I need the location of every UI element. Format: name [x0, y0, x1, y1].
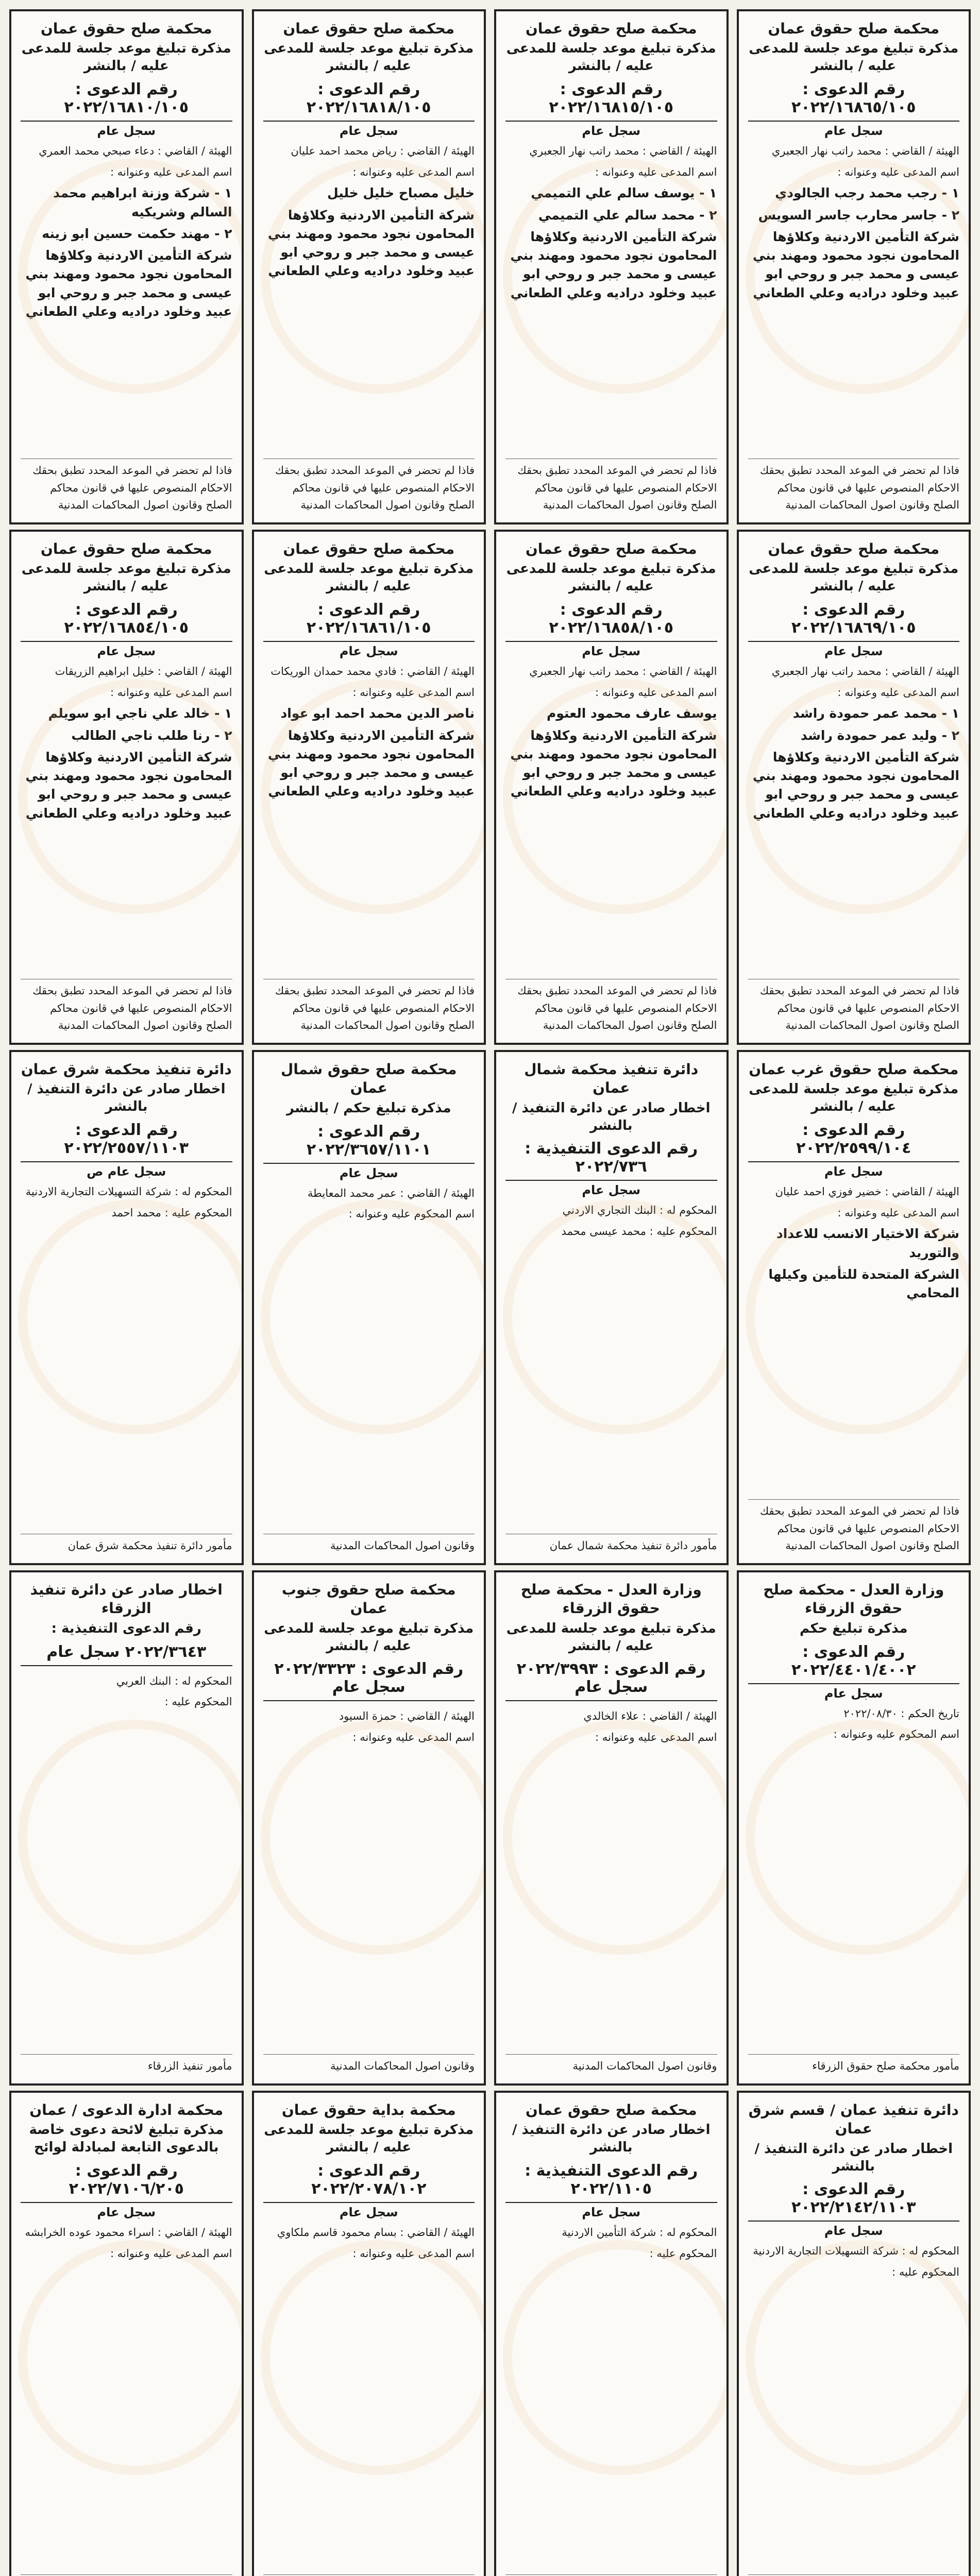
court-name: محكمة صلح حقوق عمان	[283, 540, 455, 557]
notice-lines	[505, 2224, 717, 2262]
plaintiffs: شركة التأمين الاردنية وكلاؤها المحامون نجود محمود ومهند بني عيسى و محمد جبر و روحي ابو عبيد وخلود دراديه وعلي الطعاني	[25, 749, 232, 821]
notice-footer: فاذا لم تحضر في الموعد المحدد تطبق بحقك الاحكام المنصوص عليها في قانون محاكم الصلح وقانون اصول المحاكمات المدنية	[263, 979, 475, 1035]
notice-line: اسم المحكوم عليه وعنوانه :	[348, 1208, 475, 1221]
plaintiffs: شركة التأمين الاردنية وكلاؤها المحامون نجود محمود ومهند بني عيسى و محمد جبر و روحي ابو عبيد وخلود دراديه وعلي الطعاني	[25, 248, 232, 319]
court-notice-1	[737, 9, 971, 524]
notice-line: الهيئة / القاضي : محمد راتب نهار الجعبري	[771, 144, 959, 157]
court-name: محكمة صلح حقوق شمال عمان	[281, 1061, 457, 1097]
case-number: رقم الدعوى : ٢٠٢٢/٣٣٢٣ سجل عام	[263, 1660, 475, 1701]
notice-footer: فاذا لم تحضر في الموعد المحدد تطبق بحقك الاحكام المنصوص عليها في قانون محاكم الصلح وقانون اصول المحاكمات المدنية	[748, 1499, 960, 1555]
notice-line: المحكوم عليه : محمد احمد	[111, 1206, 232, 1219]
notice-parties	[505, 184, 717, 225]
defendant-name: ١ - رجب محمد رجب الجالودي	[775, 185, 959, 201]
register-label: سجل عام	[582, 2205, 641, 2219]
court-notice-9	[737, 1050, 971, 1565]
notice-lines	[748, 663, 960, 701]
notice-body	[21, 663, 232, 976]
notice-line: المحكوم عليه :	[892, 2266, 959, 2279]
notice-body	[21, 1183, 232, 1531]
register-label: سجل عام	[824, 1164, 883, 1179]
plaintiffs: شركة التأمين الاردنية وكلاؤها المحامون نجود محمود ومهند بني عيسى و محمد جبر و روحي ابو عبيد وخلود دراديه وعلي الطعاني	[510, 229, 717, 300]
notice-lines	[748, 1183, 960, 1222]
notice-type: مذكرة تبليغ لائحة دعوى خاصة بالدعوى التابعة لمبادلة لوائح	[29, 2122, 224, 2156]
notice-line: الهيئة / القاضي : اسراء محمود عوده الخرابشه	[25, 2226, 232, 2239]
court-name: محكمة صلح حقوق عمان	[283, 20, 455, 37]
notice-line: الهيئة / القاضي : فادي محمد حمدان الوريكات	[271, 665, 475, 677]
notice-body	[21, 1672, 232, 2052]
notice-lines	[748, 142, 960, 181]
notice-type: مذكرة تبليغ موعد جلسة للمدعى عليه / بالنشر	[264, 2122, 474, 2156]
court-notice-7	[252, 530, 486, 1045]
notice-body	[748, 2242, 960, 2571]
notice-type: مذكرة تبليغ موعد جلسة للمدعى عليه / بالنشر	[264, 561, 474, 595]
court-notice-14	[494, 1570, 729, 2086]
register-label: سجل عام	[824, 2224, 883, 2239]
notice-line: المحكوم له : شركة التسهيلات التجارية الاردنية	[753, 2245, 959, 2258]
register-label: سجل عام	[824, 1686, 883, 1701]
notice-type: مذكرة تبليغ موعد جلسة للمدعى عليه / بالنشر	[506, 561, 716, 595]
notice-lines	[263, 2224, 475, 2262]
notice-lines	[21, 142, 232, 181]
court-name: دائرة تنفيذ محكمة شرق عمان	[21, 1061, 232, 1078]
notice-line: اسم المدعى عليه وعنوانه :	[352, 1731, 475, 1744]
register-label: سجل عام	[582, 1183, 641, 1198]
court-name: محكمة بداية حقوق عمان	[281, 2102, 456, 2119]
notice-line: اسم المدعى عليه وعنوانه :	[352, 2247, 475, 2260]
court-notice-6	[494, 530, 729, 1045]
notice-line: اسم المدعى عليه وعنوانه :	[352, 686, 475, 699]
court-notice-15	[252, 1570, 486, 2086]
notice-line: المحكوم له : البنك العربي	[116, 1674, 232, 1687]
notice-footer: وقانون اصول المحاكمات المدنية	[263, 2054, 475, 2075]
notice-lines	[21, 1672, 232, 1711]
notice-type: اخطار صادر عن دائرة التنفيذ / بالنشر	[512, 1100, 711, 1133]
court-name: محكمة صلح حقوق جنوب عمان	[281, 1581, 456, 1617]
court-name: محكمة صلح حقوق عمان	[40, 540, 212, 557]
notice-body	[748, 1705, 960, 2052]
notice-line: اسم المحكوم عليه وعنوانه :	[833, 1728, 959, 1741]
notice-footer: فاذا لم تحضر في الموعد المحدد تطبق بحقك الاحكام المنصوص عليها في قانون محاكم الصلح وقانون اصول المحاكمات المدنية	[21, 459, 232, 514]
defendant-name: ١ - محمد عمر حمودة راشد	[792, 706, 959, 721]
court-name: محكمة صلح حقوق عمان	[768, 540, 940, 557]
notice-type: مذكرة تبليغ حكم / بالنشر	[286, 1100, 451, 1116]
notice-body	[263, 2224, 475, 2571]
notice-line: المحكوم عليه :	[649, 2247, 717, 2260]
plaintiffs: شركة التأمين الاردنية وكلاؤها المحامون نجود محمود ومهند بني عيسى و محمد جبر و روحي ابو عبيد وخلود دراديه وعلي الطعاني	[267, 727, 475, 799]
notice-line: الهيئة / القاضي : خضير فوزي احمد عليان	[775, 1185, 959, 1198]
court-notice-20	[9, 2091, 244, 2576]
notice-line: الهيئة / القاضي : علاء الخالدي	[583, 1710, 717, 1723]
notice-line: المحكوم له : شركة التأمين الاردنية	[562, 2226, 717, 2239]
register-label: سجل عام ص	[87, 1164, 166, 1179]
register-label: سجل عام	[339, 1165, 398, 1180]
notice-footer: فاذا لم تحضر في الموعد المحدد تطبق بحقك الاحكام المنصوص عليها في قانون محاكم الصلح وقانون اصول المحاكمات المدنية	[21, 979, 232, 1035]
notice-body	[263, 663, 475, 976]
notice-footer: فاذا لم تحضر في الموعد المحدد تطبق بحقك الاحكام المنصوص عليها في قانون محاكم الصلح وقانون اصول المحاكمات المدنية	[748, 979, 960, 1035]
notice-line: اسم المدعى عليه وعنوانه :	[595, 1731, 717, 1744]
notice-body	[748, 663, 960, 976]
case-number: رقم الدعوى التنفيذية : ٢٠٢٢/٧٣٦	[505, 1140, 717, 1181]
notice-type: مذكرة تبليغ موعد جلسة للمدعى عليه / بالنشر	[21, 561, 231, 595]
notice-lines	[748, 1705, 960, 1743]
court-notice-18	[494, 2091, 729, 2576]
case-number: رقم الدعوى التنفيذية : ٢٠٢٢/١١٠٥	[505, 2162, 717, 2203]
plaintiffs: شركة التأمين الاردنية وكلاؤها المحامون نجود محمود ومهند بني عيسى و محمد جبر و روحي ابو عبيد وخلود دراديه وعلي الطعاني	[752, 749, 959, 821]
notice-footer: مأمور تنفيذ الزرقاء	[21, 2054, 232, 2075]
defendant-name: ناصر الدين محمد احمد ابو عواد	[280, 706, 475, 721]
notice-type: مذكرة تبليغ حكم	[800, 1620, 908, 1636]
notice-parties	[21, 184, 232, 243]
notice-parties	[748, 1225, 960, 1262]
defendant-name: ٢ - جاسر محارب جاسر السويس	[758, 207, 959, 223]
register-label: سجل عام	[339, 123, 398, 138]
notice-line: الهيئة / القاضي : حمزة السيود	[339, 1710, 475, 1723]
court-notice-4	[9, 9, 244, 524]
notice-parties	[748, 704, 960, 745]
register-label: سجل عام	[339, 643, 398, 658]
court-notice-5	[737, 530, 971, 1045]
notice-line: اسم المدعى عليه وعنوانه :	[837, 165, 959, 178]
case-number: رقم الدعوى : ٢٠٢٢/١٦٨٥٤/١٠٥	[21, 601, 232, 642]
court-name: دائرة تنفيذ محكمة شمال عمان	[524, 1061, 699, 1097]
notice-lines	[505, 663, 717, 701]
court-notice-8	[9, 530, 244, 1045]
notice-type: مذكرة تبليغ موعد جلسة للمدعى عليه / بالنشر	[749, 41, 959, 74]
notice-type: اخطار صادر عن دائرة التنفيذ / بالنشر	[512, 2122, 711, 2156]
court-notice-16	[9, 1570, 244, 2086]
notice-lines	[21, 2224, 232, 2262]
notice-type: مذكرة تبليغ موعد جلسة للمدعى عليه / بالنشر	[506, 1620, 716, 1654]
notice-lines	[505, 1707, 717, 1746]
notice-line: اسم المدعى عليه وعنوانه :	[110, 2247, 232, 2260]
court-name: محكمة صلح حقوق عمان	[525, 540, 697, 557]
plaintiffs: الشركة المتحدة للتأمين وكيلها المحامي	[768, 1266, 959, 1301]
notice-line: اسم المدعى عليه وعنوانه :	[110, 165, 232, 178]
notice-type: مذكرة تبليغ موعد جلسة للمدعى عليه / بالنشر	[264, 1620, 474, 1654]
register-label: سجل عام	[97, 123, 156, 138]
notice-type: اخطار صادر عن دائرة التنفيذ / بالنشر	[754, 2141, 953, 2174]
notice-line: المحكوم عليه :	[164, 1696, 232, 1708]
case-number: رقم الدعوى : ٢٠٢٢/١٦٨٦٥/١٠٥	[748, 80, 960, 122]
notice-footer: فاذا لم تحضر في الموعد المحدد تطبق بحقك الاحكام المنصوص عليها في قانون محاكم الصلح وقانون اصول المحاكمات المدنية	[748, 459, 960, 514]
notice-line: اسم المدعى عليه وعنوانه :	[595, 165, 717, 178]
case-number: رقم الدعوى : ٢٠٢٢/٢٥٥٧/١١٠٣	[21, 1121, 232, 1162]
defendant-name: ٢ - محمد سالم علي التميمي	[538, 207, 717, 223]
notice-body	[748, 142, 960, 455]
notice-line: الهيئة / القاضي : محمد راتب نهار الجعبري	[771, 665, 959, 677]
notice-body	[21, 142, 232, 455]
plaintiffs: شركة التأمين الاردنية وكلاؤها المحامون نجود محمود ومهند بني عيسى و محمد جبر و روحي ابو عبيد وخلود دراديه وعلي الطعاني	[510, 727, 717, 799]
case-number: رقم الدعوى : ٢٠٢٢/٣٩٩٣ سجل عام	[505, 1660, 717, 1701]
register-label: سجل عام	[339, 2205, 398, 2219]
notice-footer: فاذا لم تحضر في الموعد المحدد تطبق بحقك الاحكام المنصوص عليها في قانون محاكم الصلح وقانون اصول المحاكمات المدنية	[505, 459, 717, 514]
notice-line: الهيئة / القاضي : رياض محمد احمد عليان	[291, 144, 475, 157]
notice-footer: مأمور دائرة تنفيذ محكمة شرق عمان	[21, 1534, 232, 1555]
notice-footer: فاذا لم تحضر في الموعد المحدد تطبق بحقك الاحكام المنصوص عليها في قانون محاكم الصلح وقانون اصول المحاكمات المدنية	[505, 979, 717, 1035]
case-number: رقم الدعوى : ٢٠٢٢/٢٥٩٩/١٠٤	[748, 1121, 960, 1162]
notice-line: اسم المدعى عليه وعنوانه :	[110, 686, 232, 699]
notice-type: اخطار صادر عن دائرة التنفيذ / بالنشر	[27, 1081, 226, 1115]
notice-line: الهيئة / القاضي : خليل ابراهيم الزريقات	[55, 665, 232, 677]
case-number: رقم الدعوى : ٢٠٢٢/٢٠٧٨/١٠٢	[263, 2162, 475, 2203]
defendant-name: ١ - خالد علي ناجي ابو سويلم	[48, 706, 232, 721]
notice-type: مذكرة تبليغ موعد جلسة للمدعى عليه / بالنشر	[506, 41, 716, 74]
register-label: سجل عام	[97, 643, 156, 658]
court-notice-3	[252, 9, 486, 524]
court-name: محكمة صلح حقوق عمان	[768, 20, 940, 37]
notice-line: الهيئة / القاضي : بسام محمود قاسم ملكاوي	[277, 2226, 475, 2239]
defendant-name: ٢ - رنا طلب ناجي الطالب	[71, 727, 232, 743]
court-name: وزارة العدل - محكمة صلح حقوق الزرقاء	[763, 1581, 944, 1617]
notice-line: الهيئة / القاضي : دعاء صبحي محمد العمري	[39, 144, 232, 157]
court-name: محكمة صلح حقوق عمان	[525, 2102, 697, 2119]
court-notice-11	[252, 1050, 486, 1565]
notice-body	[505, 663, 717, 976]
notice-body	[505, 1707, 717, 2051]
notice-lines	[263, 663, 475, 701]
notice-lines	[505, 1201, 717, 1240]
notice-lines	[748, 2242, 960, 2281]
notice-line: الهيئة / القاضي : محمد راتب نهار الجعبري	[529, 144, 717, 157]
notice-type: مذكرة تبليغ موعد جلسة للمدعى عليه / بالنشر	[749, 561, 959, 595]
notice-body	[21, 2224, 232, 2571]
notice-body	[748, 1183, 960, 1496]
case-number: رقم الدعوى : ٢٠٢٢/١٦٨٥٨/١٠٥	[505, 601, 717, 642]
notice-line: اسم المدعى عليه وعنوانه :	[595, 686, 717, 699]
notice-lines	[263, 142, 475, 181]
case-number: رقم الدعوى : ٢٠٢٢/١٦٨١٠/١٠٥	[21, 80, 232, 122]
plaintiffs: شركة التأمين الاردنية وكلاؤها المحامون نجود محمود ومهند بني عيسى و محمد جبر و روحي ابو عبيد وخلود دراديه وعلي الطعاني	[752, 229, 959, 300]
notice-footer: وقانون اصول المحاكمات المدنية	[263, 1534, 475, 1555]
defendant-name: يوسف عارف محمود العتوم	[547, 706, 717, 721]
notice-line: اسم المدعى عليه وعنوانه :	[837, 686, 959, 699]
notice-body	[263, 1184, 475, 1531]
register-label: سجل عام	[582, 123, 641, 138]
notice-line: الهيئة / القاضي : عمر محمد المعايطة	[307, 1187, 475, 1199]
register-label: سجل عام	[582, 643, 641, 658]
defendant-name: ١ - شركة وزنة ابراهيم محمد السالم وشريكيه	[53, 185, 232, 219]
notice-type: مذكرة تبليغ موعد جلسة للمدعى عليه / بالنشر	[21, 41, 231, 74]
register-label: سجل عام	[97, 2205, 156, 2219]
notice-parties	[505, 704, 717, 723]
case-number: رقم الدعوى : ٢٠٢٢/١٦٨١٥/١٠٥	[505, 80, 717, 122]
notice-lines	[21, 1183, 232, 1222]
notice-body	[263, 142, 475, 455]
register-label: سجل عام	[824, 643, 883, 658]
plaintiffs: شركة التأمين الاردنية وكلاؤها المحامون نجود محمود ومهند بني عيسى و محمد جبر و روحي ابو عبيد وخلود دراديه وعلي الطعاني	[267, 207, 475, 279]
defendant-name: شركة الاختيار الانسب للاعداد والتوريد	[776, 1226, 959, 1260]
notice-body	[263, 1707, 475, 2051]
court-name: محكمة صلح حقوق عمان	[40, 20, 212, 37]
notice-type: رقم الدعوى التنفيذية :	[51, 1620, 201, 1636]
court-notice-2	[494, 9, 729, 524]
case-number: رقم الدعوى : ٢٠٢٢/٧١٠٦/٢٠٥	[21, 2162, 232, 2203]
court-name: محكمة صلح حقوق عمان	[525, 20, 697, 37]
court-notice-13	[737, 1570, 971, 2086]
case-number: رقم الدعوى : ٢٠٢٢/٣٦٥٧/١١٠١	[263, 1123, 475, 1164]
defendant-name: ١ - يوسف سالم علي التميمي	[531, 185, 717, 201]
notice-line: المحكوم له : البنك التجاري الاردني	[562, 1204, 717, 1217]
notice-line: المحكوم له : شركة التسهيلات التجارية الاردنية	[25, 1185, 232, 1198]
court-name: اخطار صادر عن دائرة تنفيذ الزرقاء	[30, 1581, 223, 1617]
register-label: سجل عام	[824, 123, 883, 138]
court-name: محكمة ادارة الدعوى / عمان	[29, 2102, 224, 2119]
court-name: محكمة صلح حقوق غرب عمان	[749, 1061, 959, 1078]
notice-body	[505, 2224, 717, 2571]
case-number: رقم الدعوى : ٢٠٢٢/٤٤٠١/٤٠٠٢	[748, 1643, 960, 1684]
court-notice-19	[252, 2091, 486, 2576]
notice-body	[505, 1201, 717, 1531]
notice-footer: وقانون اصول المحاكمات المدنية	[505, 2054, 717, 2075]
notice-lines	[263, 1707, 475, 1746]
notice-parties	[263, 704, 475, 723]
case-number: رقم الدعوى : ٢٠٢٢/١٦٨٦٩/١٠٥	[748, 601, 960, 642]
notice-footer: فاذا لم تحضر في الموعد المحدد تطبق بحقك الاحكام المنصوص عليها في قانون محاكم الصلح وقانون اصول المحاكمات المدنية	[263, 459, 475, 514]
notice-parties	[263, 184, 475, 202]
notice-lines	[263, 1184, 475, 1223]
notice-footer: مأمور دائرة تنفيذ محكمة شمال عمان	[505, 1534, 717, 1555]
court-name: وزارة العدل - محكمة صلح حقوق الزرقاء	[520, 1581, 702, 1617]
notice-line: تاريخ الحكم : ٢٠٢٢/٠٨/٣٠	[843, 1707, 959, 1720]
notices-grid	[9, 9, 971, 2576]
notice-line: المحكوم عليه : محمد عيسى محمد	[561, 1225, 717, 1238]
court-notice-17	[737, 2091, 971, 2576]
notice-parties	[21, 704, 232, 745]
court-notice-12	[9, 1050, 244, 1565]
defendant-name: خليل مصباح خليل خليل	[327, 185, 475, 201]
notice-type: مذكرة تبليغ موعد جلسة للمدعى عليه / بالنشر	[749, 1081, 959, 1115]
court-notice-10	[494, 1050, 729, 1565]
notice-line: الهيئة / القاضي : محمد راتب نهار الجعبري	[529, 665, 717, 677]
defendant-name: ٢ - وليد عمر حمودة راشد	[800, 727, 959, 743]
notice-lines	[505, 142, 717, 181]
notice-footer: مأمور محكمة صلح حقوق الزرقاء	[748, 2054, 960, 2075]
case-number: رقم الدعوى : ٢٠٢٢/١٦٨٦١/١٠٥	[263, 601, 475, 642]
case-number: رقم الدعوى : ٢٠٢٢/٢١٤٢/١١٠٣	[748, 2180, 960, 2222]
case-number: رقم الدعوى : ٢٠٢٢/١٦٨١٨/١٠٥	[263, 80, 475, 122]
notice-lines	[21, 663, 232, 701]
notice-type: مذكرة تبليغ موعد جلسة للمدعى عليه / بالنشر	[264, 41, 474, 74]
notice-body	[505, 142, 717, 455]
defendant-name: ٢ - مهند حكمت حسين ابو زينه	[42, 226, 232, 241]
notice-line: اسم المدعى عليه وعنوانه :	[837, 1206, 959, 1219]
court-name: دائرة تنفيذ عمان / قسم شرق عمان	[748, 2102, 959, 2138]
notice-parties	[748, 184, 960, 225]
notice-line: اسم المدعى عليه وعنوانه :	[352, 165, 475, 178]
case-number: ٢٠٢٢/٣٦٤٣ سجل عام	[21, 1643, 232, 1666]
